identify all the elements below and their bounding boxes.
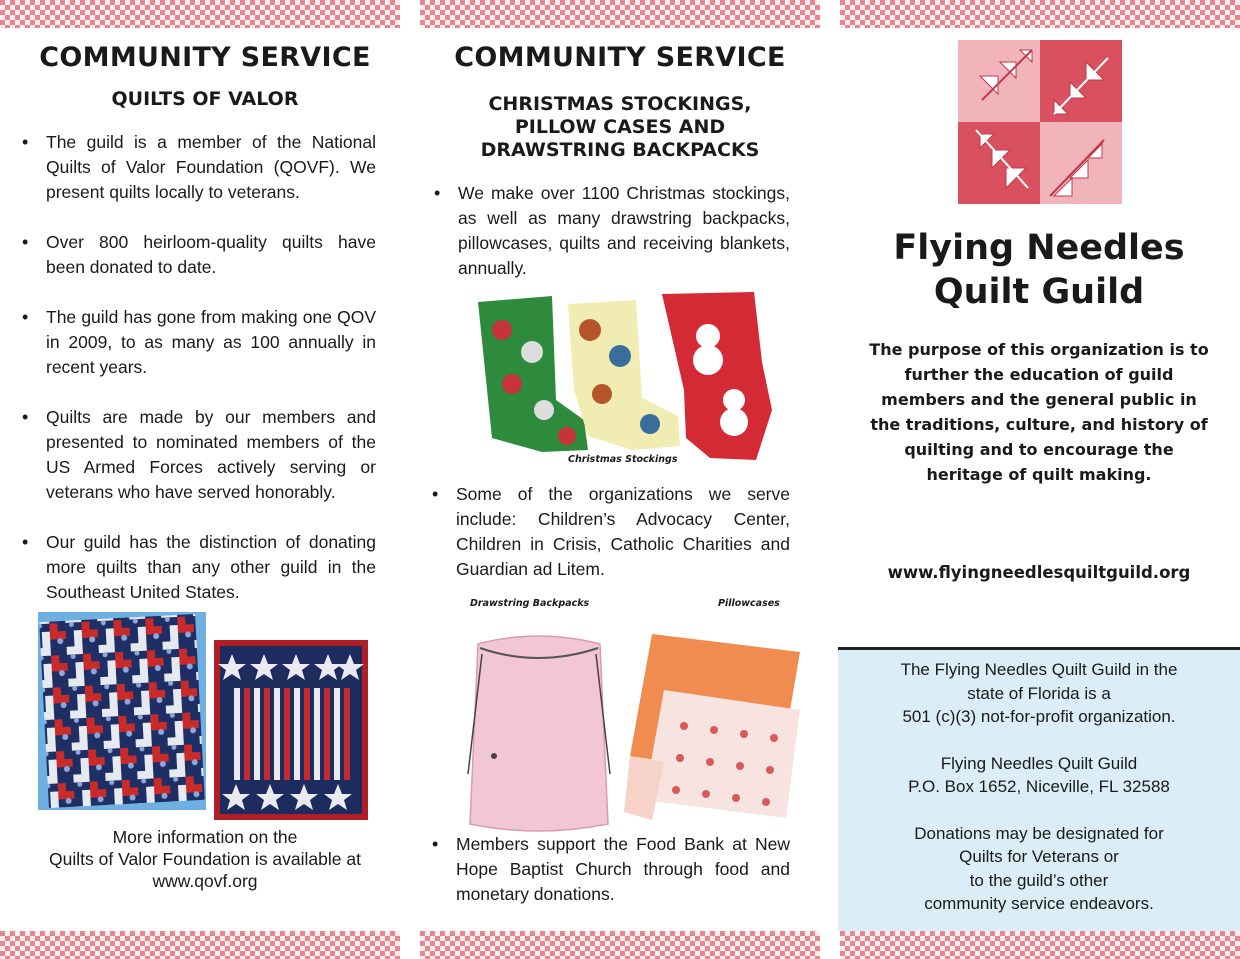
bottom-border-band-middle <box>420 931 820 959</box>
bottom-border-band-left <box>0 931 400 959</box>
christmas-stockings-panel <box>420 28 820 931</box>
list-item: • Members support the Food Bank at New Hope Baptist Church through food and monetary donations. <box>428 832 790 907</box>
panel-subheading <box>420 93 820 162</box>
stockings-bullet-2 <box>428 482 790 582</box>
list-item: • The guild is a member of the National Quilts of Valor Foundation (QOVF). We present quilts locally to veterans. <box>18 130 376 205</box>
drawstring-backpack-photo <box>458 624 618 836</box>
bottom-border-band-right <box>840 931 1240 959</box>
flying-geese-logo <box>958 40 1122 204</box>
stockings-bullet-3 <box>428 832 790 907</box>
footer-line: Quilts of Valor Foundation is available at <box>49 849 361 869</box>
list-item: • We make over 1100 Christmas stockings, as well as many drawstring backpacks, pillowcases, quilts and receiving blankets, annually. <box>430 181 790 281</box>
quilt-photo-stars-stripes <box>214 640 368 820</box>
panel-heading: COMMUNITY SERVICE <box>454 42 786 73</box>
list-item: • Quilts are made by our members and presented to nominated members of the US Armed Forces actively serving or veterans who have served honorably. <box>18 405 376 505</box>
info-line: P.O. Box 1652, Niceville, FL 32588 <box>908 777 1170 796</box>
info-line: The Flying Needles Quilt Guild in the <box>900 660 1178 679</box>
purpose-statement: The purpose of this organization is to further the education of guild members and the general public in the traditions, culture, and history of quilting and to encourage the heritage of quilt making. <box>869 340 1209 484</box>
quilts-of-valor-panel <box>0 28 410 931</box>
quilt-photo-pinwheel <box>38 612 206 810</box>
list-item: • Some of the organizations we serve include: Children’s Advocacy Center, Children in Crisis, Catholic Charities and Guardian ad Litem. <box>428 482 790 582</box>
pillowcases-photo <box>624 630 800 826</box>
qov-bullet-list <box>18 130 376 605</box>
info-line: Donations may be designated for <box>914 823 1164 843</box>
qovf-website-link[interactable]: www.qovf.org <box>152 871 258 891</box>
top-border-band-left <box>0 0 400 28</box>
guild-title-line: Flying Needles <box>893 228 1185 268</box>
footer-line: More information on the <box>112 827 298 847</box>
stockings-caption: Christmas Stockings <box>568 454 678 465</box>
top-border-band-right <box>840 0 1240 28</box>
info-line: 501 (c)(3) not-for-profit organization. <box>902 707 1176 726</box>
donations-text <box>838 822 1240 916</box>
list-item: • Our guild has the distinction of donating more quilts than any other guild in the Southeast United States. <box>18 530 376 605</box>
guild-title <box>858 226 1220 314</box>
backpacks-caption: Drawstring Backpacks <box>470 598 590 609</box>
pillowcases-caption: Pillowcases <box>718 598 780 609</box>
subheading-line: DRAWSTRING BACKPACKS <box>480 139 760 161</box>
guild-website-link[interactable]: www.flyingneedlesquiltguild.org <box>887 563 1191 582</box>
info-line: state of Florida is a <box>967 683 1111 703</box>
christmas-stockings-photo <box>472 290 772 462</box>
top-border-band-middle <box>420 0 820 28</box>
nonprofit-status-text <box>838 658 1240 729</box>
list-item: • The guild has gone from making one QOV in 2009, to as many as 100 annually in recent years. <box>18 305 376 380</box>
guild-title-line: Quilt Guild <box>933 272 1145 312</box>
qovf-info-footer <box>30 826 380 892</box>
info-line: to the guild’s other <box>969 870 1109 890</box>
mailing-address <box>838 752 1240 799</box>
subheading-line: CHRISTMAS STOCKINGS, <box>488 93 752 115</box>
list-item: • Over 800 heirloom-quality quilts have been donated to date. <box>18 230 376 280</box>
info-line: community service endeavors. <box>924 894 1154 913</box>
panel-heading: COMMUNITY SERVICE <box>39 42 371 73</box>
panel-subheading: QUILTS OF VALOR <box>111 88 299 110</box>
subheading-line: PILLOW CASES AND <box>514 116 726 138</box>
contact-info-box <box>838 647 1240 931</box>
guild-cover-panel <box>838 28 1240 931</box>
info-line: Quilts for Veterans or <box>959 847 1119 866</box>
info-line: Flying Needles Quilt Guild <box>940 753 1138 773</box>
stockings-bullet-1 <box>430 181 790 281</box>
